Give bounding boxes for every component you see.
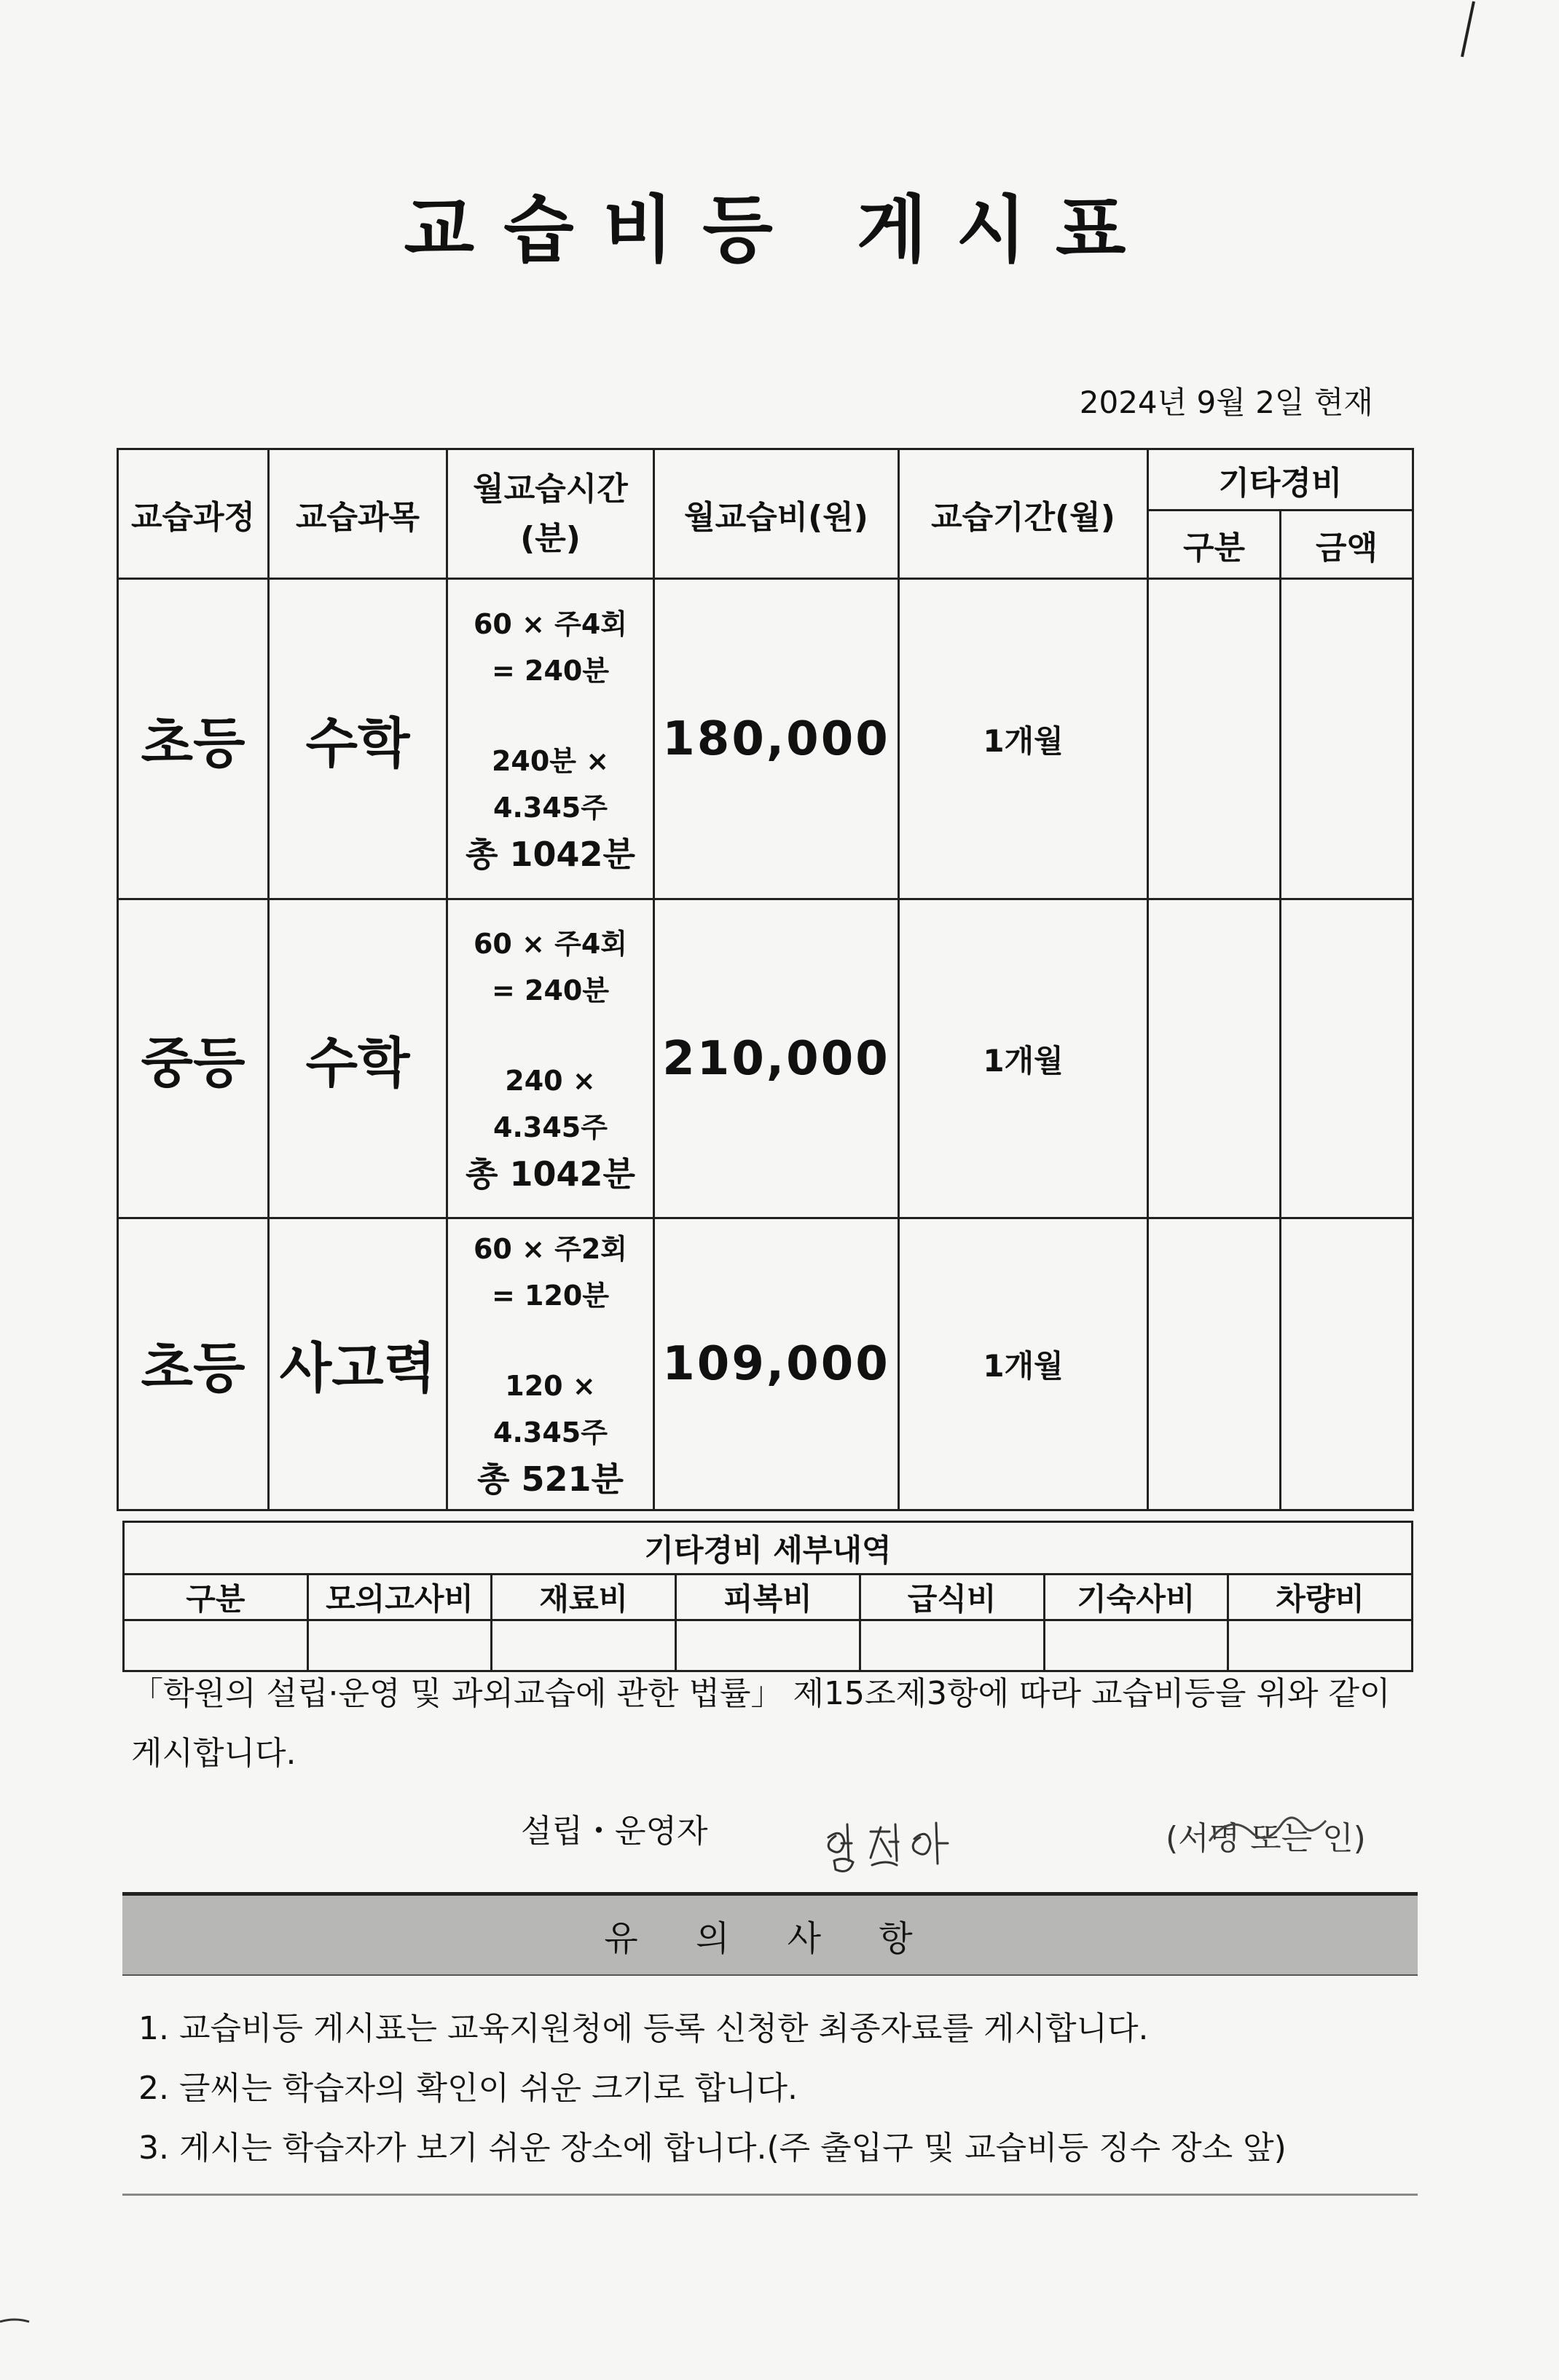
legal-statement: 「학원의 설립·운영 및 과외교습에 관한 법률」 제15조제3항에 따라 교습비등을 위와 같이 게시합니다. <box>131 1675 1391 1772</box>
bottom-rule <box>122 2194 1418 2196</box>
period-cell: 1개월 <box>899 899 1148 1218</box>
other-amount-cell <box>1281 899 1413 1218</box>
hours-total-unit: 분 <box>591 1459 624 1499</box>
fee-cell: 109,000 <box>654 1218 899 1510</box>
hours-total-prefix: 총 <box>466 834 498 874</box>
course-cell: 초등 <box>118 1218 269 1510</box>
hours-line: = 240분 <box>491 974 610 1006</box>
detail-col-materials: 재료비 <box>492 1575 676 1620</box>
other-type-cell <box>1148 899 1281 1218</box>
hours-line: 4.345주 <box>493 791 608 824</box>
pen-mark <box>1453 0 1483 66</box>
table-row <box>118 1218 1413 1510</box>
header-fee: 월교습비(원) <box>654 449 899 579</box>
period-cell: 1개월 <box>899 579 1148 899</box>
detail-value-cell <box>124 1620 308 1671</box>
header-subject: 교습과목 <box>269 449 447 579</box>
hours-line: = 240분 <box>491 654 610 687</box>
notice-header: 유 의 사 항 <box>122 1896 1418 1976</box>
period-cell: 1개월 <box>899 1218 1148 1510</box>
hours-line: = 120분 <box>491 1280 610 1312</box>
handwritten-stroke <box>1202 1808 1333 1859</box>
detail-col-type: 구분 <box>124 1575 308 1620</box>
detail-value-cell <box>307 1620 492 1671</box>
subject-cell: 수학 <box>269 899 447 1218</box>
hours-total <box>448 1151 653 1197</box>
notice-item: 3. 게시는 학습자가 보기 쉬운 장소에 합니다.(주 출입구 및 교습비등 징수 장소 앞) <box>138 2129 1287 2167</box>
other-type-cell <box>1148 579 1281 899</box>
detail-col-meals: 급식비 <box>860 1575 1044 1620</box>
sign-mark-text: (서명 또는 인) <box>1166 1820 1366 1857</box>
hours-total-value: 1042 <box>509 834 603 874</box>
subject-cell: 사고력 <box>269 1218 447 1510</box>
detail-value-cell <box>1044 1620 1228 1671</box>
founder-label: 설립・운영자 <box>521 1813 708 1850</box>
fee-cell: 210,000 <box>654 899 899 1218</box>
other-amount-cell <box>1281 1218 1413 1510</box>
course-cell: 초등 <box>118 579 269 899</box>
posting-date: 2024년 9월 2일 현재 <box>1079 385 1373 420</box>
detail-value-cell <box>492 1620 676 1671</box>
hours-total-prefix: 총 <box>466 1154 498 1194</box>
detail-value-cell <box>676 1620 860 1671</box>
detail-table-title: 기타경비 세부내역 <box>124 1522 1413 1575</box>
page-title: 교습비등 게시표 <box>404 187 1155 272</box>
hours-line: 60 × 주4회 <box>473 927 628 960</box>
course-cell: 중등 <box>118 899 269 1218</box>
notice-item: 2. 글씨는 학습자의 확인이 쉬운 크기로 합니다. <box>138 2070 798 2107</box>
header-hours: 월교습시간(분) <box>447 449 654 579</box>
detail-col-vehicle: 차량비 <box>1228 1575 1413 1620</box>
hours-line: 4.345주 <box>493 1416 608 1449</box>
hours-total <box>448 831 653 878</box>
handwritten-signature <box>820 1817 958 1883</box>
notice-item: 1. 교습비등 게시표는 교육지원청에 등록 신청한 최종자료를 게시합니다. <box>138 2010 1149 2047</box>
detail-col-clothing: 피복비 <box>676 1575 860 1620</box>
table-row <box>118 899 1413 1218</box>
hours-total-value: 521 <box>521 1459 592 1499</box>
detail-value-cell <box>1228 1620 1413 1671</box>
other-type-cell <box>1148 1218 1281 1510</box>
hours-line: 240 × <box>505 1064 596 1097</box>
hours-total-value: 1042 <box>509 1154 603 1194</box>
hours-cell <box>447 579 654 899</box>
table-row <box>118 579 1413 899</box>
detail-value-cell <box>860 1620 1044 1671</box>
fee-table <box>117 448 1414 1511</box>
header-period: 교습기간(월) <box>899 449 1148 579</box>
hours-total-unit: 분 <box>602 834 635 874</box>
notice-list <box>138 1999 1421 2178</box>
other-expenses-detail-table <box>122 1521 1413 1672</box>
hours-total-prefix: 총 <box>477 1459 510 1499</box>
hours-total-unit: 분 <box>602 1154 635 1194</box>
header-other: 기타경비 <box>1148 449 1413 511</box>
hours-line: 60 × 주4회 <box>473 607 628 640</box>
hours-line: 60 × 주2회 <box>473 1233 628 1265</box>
hours-line: 4.345주 <box>493 1111 608 1143</box>
hours-line: 120 × <box>505 1370 596 1402</box>
detail-col-dormitory: 기숙사비 <box>1044 1575 1228 1620</box>
hours-cell <box>447 1218 654 1510</box>
hours-cell <box>447 899 654 1218</box>
other-amount-cell <box>1281 579 1413 899</box>
hours-total <box>448 1456 653 1502</box>
hours-line: 240분 × <box>491 744 610 777</box>
header-other-amount: 금액 <box>1281 511 1413 579</box>
edge-tick-mark <box>0 2314 44 2329</box>
detail-col-mock-exam: 모의고사비 <box>307 1575 492 1620</box>
signature-placeholder <box>1166 1812 1366 1859</box>
fee-cell: 180,000 <box>654 579 899 899</box>
header-course: 교습과정 <box>118 449 269 579</box>
subject-cell: 수학 <box>269 579 447 899</box>
header-other-type: 구분 <box>1148 511 1281 579</box>
